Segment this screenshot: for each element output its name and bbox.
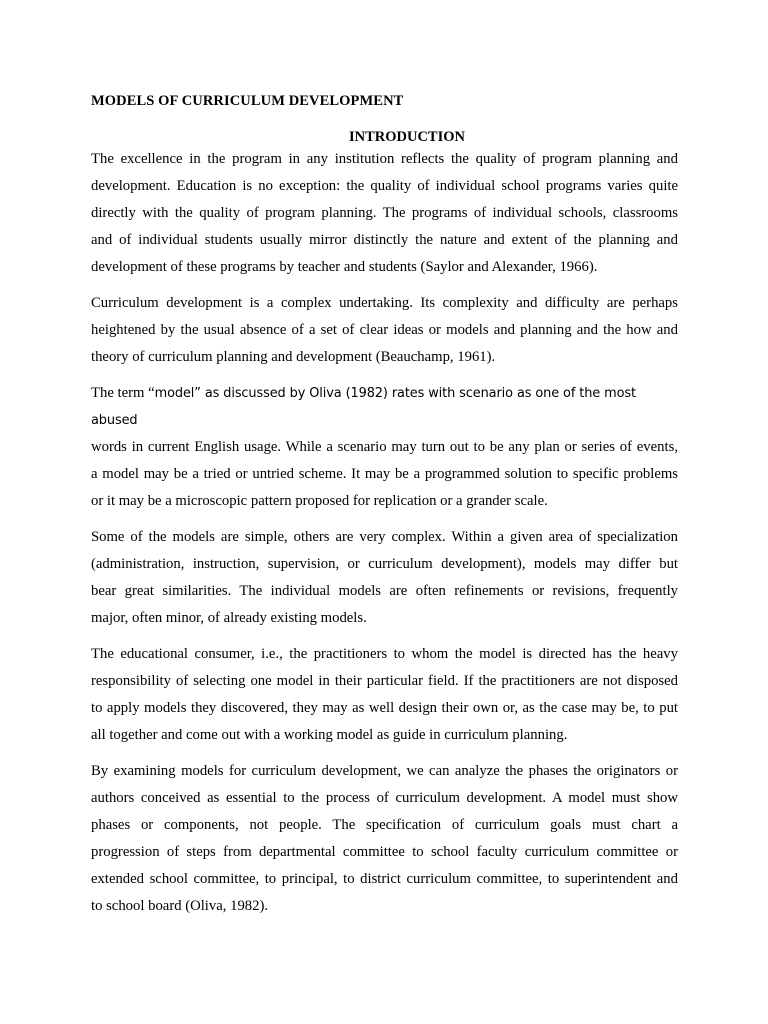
paragraph-line: (administration, instruction, supervision, or curriculum development), models may differ but [91, 556, 678, 572]
paragraph-line: all together and come out with a working model as guide in curriculum planning. [91, 727, 568, 743]
paragraph-line: words in current English usage. While a scenario may turn out to be any plan or series of events, [91, 439, 678, 455]
paragraph-line: The excellence in the program in any institution reflects the quality of program planning and [91, 151, 678, 167]
paragraph-line: development of these programs by teacher and students (Saylor and Alexander, 1966). [91, 259, 598, 275]
paragraph-line: major, often minor, of already existing models. [91, 610, 367, 626]
paragraph-line: development. Education is no exception: the quality of individual school programs varies quite [91, 178, 678, 194]
paragraph-6 [91, 758, 678, 920]
paragraph-line: responsibility of selecting one model in their particular field. If the practitioners are not disposed [91, 673, 678, 689]
paragraph-5 [91, 641, 678, 749]
paragraph-2 [91, 290, 678, 371]
paragraph-line: directly with the quality of program planning. The programs of individual schools, classrooms [91, 205, 678, 221]
paragraph-line: Some of the models are simple, others are very complex. Within a given area of specialization [91, 529, 678, 545]
paragraph-line: phases or components, not people. The specification of curriculum goals must chart a [91, 817, 678, 833]
paragraph-line: to apply models they discovered, they may as well design their own or, as the case may be, to put [91, 700, 678, 716]
paragraph-line: a model may be a tried or untried scheme. It may be a programmed solution to specific problems [91, 466, 678, 482]
paragraph-line-mixed-font [91, 380, 678, 434]
paragraph-1 [91, 146, 678, 281]
document-title: MODELS OF CURRICULUM DEVELOPMENT [91, 93, 404, 109]
paragraph-line: heightened by the usual absence of a set of clear ideas or models and planning and the how and [91, 322, 678, 338]
section-heading-introduction: INTRODUCTION [348, 129, 465, 145]
paragraph-line: theory of curriculum planning and development (Beauchamp, 1961). [91, 349, 496, 365]
paragraph-line: and of individual students usually mirror distinctly the nature and extent of the planning and [91, 232, 678, 248]
paragraph-line-sans-segment: model” as discussed by Oliva (1982) rates with scenario as one of the most abused [91, 386, 636, 428]
document-body [91, 146, 678, 929]
paragraph-line: progression of steps from departmental committee to school faculty curriculum committee or [91, 844, 678, 860]
paragraph-3 [91, 380, 678, 515]
paragraph-line: or it may be a microscopic pattern proposed for replication or a grander scale. [91, 493, 548, 509]
paragraph-line: to school board (Oliva, 1982). [91, 898, 269, 914]
paragraph-line: The educational consumer, i.e., the practitioners to whom the model is directed has the heavy [91, 646, 678, 662]
paragraph-line: extended school committee, to principal, to district curriculum committee, to superintendent and [91, 871, 678, 887]
paragraph-line: bear great similarities. The individual models are often refinements or revisions, frequently [91, 583, 678, 599]
paragraph-line: Curriculum development is a complex undertaking. Its complexity and difficulty are perhaps [91, 295, 678, 311]
paragraph-4 [91, 524, 678, 632]
paragraph-line: By examining models for curriculum development, we can analyze the phases the originators or [91, 763, 678, 779]
paragraph-line-start: The term “ [91, 385, 155, 401]
paragraph-line: authors conceived as essential to the process of curriculum development. A model must show [91, 790, 678, 806]
